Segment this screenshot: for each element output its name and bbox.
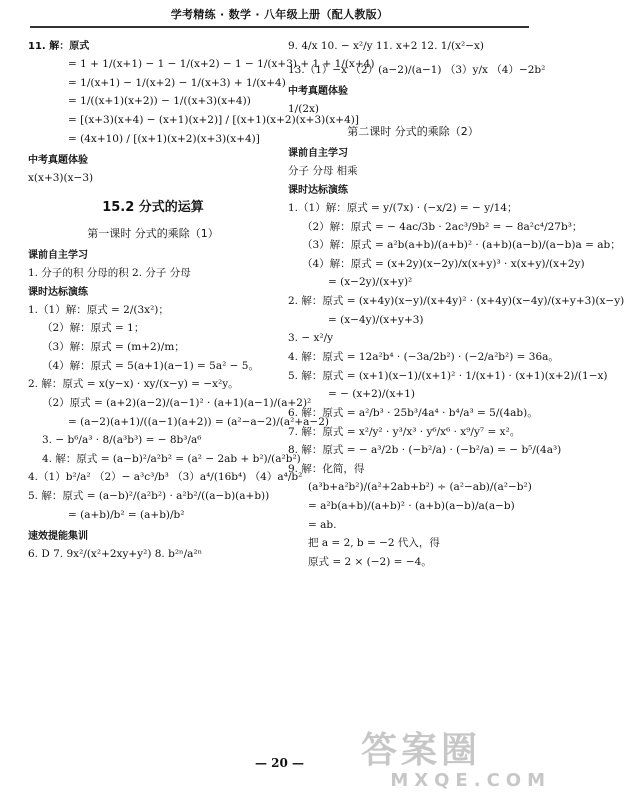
pre-study-answers-right: 分子 分母 相乘 [288,165,358,178]
zk-answer-left: x(x+3)(x−3) [28,172,94,185]
speed-heading: 速效提能集训 [28,531,88,543]
pre-study-heading-right: 课前自主学习 [288,148,348,160]
e8: 8. 解：原式 = − a³/2b · (−b²/a) · (−b²/a) = − b⁵/(4a³) [288,444,562,457]
e9-5: 把 a = 2, b = −2 代入，得 [308,537,440,550]
e1-4: （4）解：原式 = (x+2y)(x−2y)/x(x+y)³ · x(x+y)/(x+2y) [302,257,585,270]
e9-3: = a²b(a+b)/(a+b)² · (a+b)(a−b)/a(a−b) [308,500,515,513]
pre-study-heading-left: 课前自主学习 [28,250,88,262]
e5-1: 5. 解：原式 = (x+1)(x−1)/(x+1)² · 1/(x+1) · (x+1)(x+2)/(1−x) [288,369,608,382]
d1-1: 1.（1）解：原式 = 2/(3x²)； [28,303,169,316]
d5-line-2: = (a+b)/b² = (a+b)/b² [68,508,185,521]
running-header: 学考精练 · 数学 · 八年级上册（配人教版） [170,8,389,21]
d2-3: = (a−2)(a+1)/((a−1)(a+2)) = (a²−a−2)/(a²+a−2) [68,415,329,428]
d3-line-2: 4. 解：原式 = (a−b)²/a²b² = (a² − 2ab + b²)/(a²b²) [42,452,301,465]
d3-line: 3. − b⁶/a³ · 8/(a³b³) = − 8b³/a⁶ [42,434,202,447]
watermark-text: 答案圈 [361,730,482,771]
section-title: 15.2 分式的运算 [102,199,204,215]
zk-heading-right: 中考真题体验 [288,86,348,98]
q11-step-2: = 1/(x+1) − 1/(x+2) − 1/(x+3) + 1/(x+4) [68,76,286,89]
zk-answer-right: 1/(2x) [288,103,320,116]
q11-step-5: = (4x+10) / [(x+1)(x+2)(x+3)(x+4)] [68,132,260,145]
d1-4: （4）解：原式 = 5(a+1)(a−1) = 5a² − 5。 [42,359,259,372]
e9-4: = ab. [308,518,337,531]
drill-heading-left: 课时达标演练 [28,286,88,298]
e5-2: = − (x+2)/(x+1) [328,388,415,401]
page-number: — 20 — [254,756,305,770]
lesson-title-2: 第二课时 分式的乘除（2） [347,124,479,138]
pre-study-answers-left: 1. 分子的积 分母的积 2. 分子 分母 [28,267,191,280]
q11-step-4: = [(x+3)(x+4) − (x+1)(x+2)] / [(x+1)(x+2)(x+3)(x+4)] [68,113,359,126]
watermark-site: MXQE.COM [390,770,551,791]
d4-line: 4.（1）b²/a² （2）− a³c³/b³ （3）a⁴/(16b⁴) （4）a⁴/b² [28,471,303,484]
d2-2: （2）原式 = (a+2)(a−2)/(a−1)² · (a+1)(a−1)/(a+2)² [42,396,312,409]
drill-heading-right: 课时达标演练 [288,184,348,196]
e1-5: = (x−2y)/(x+y)² [328,276,413,289]
q11-step-1: = 1 + 1/(x+1) − 1 − 1/(x+2) − 1 − 1/(x+3) + 1 + 1/(x+4) [68,58,375,70]
r13: 13.（1）−x （2）(a−2)/(a−1) （3）y/x （4）−2b² [288,63,546,76]
d1-2: （2）解：原式 = 1； [42,322,145,335]
e2-1: 2. 解：原式 = (x+4y)(x−y)/(x+4y)² · (x+4y)(x−4y)/(x+y+3)(x−y) [288,295,624,308]
speed-answers: 6. D 7. 9x²/(x²+2xy+y²) 8. b²ⁿ/a²ⁿ [28,548,203,561]
e7: 7. 解：原式 = x²/y² · y³/x³ · y⁶/x⁶ · x⁹/y⁷ = x²。 [288,425,521,438]
e9-1: 9. 解：化简，得 [288,462,365,475]
e6: 6. 解：原式 = a²/b³ · 25b³/4a⁴ · b⁴/a³ = 5/(4ab)。 [288,406,538,419]
r9-12: 9. 4/x 10. − x²/y 11. x+2 12. 1/(x²−x) [288,40,485,52]
d1-3: （3）解：原式 = (m+2)/m； [42,340,185,353]
q11-step-3: = 1/((x+1)(x+2)) − 1/((x+3)(x+4)) [68,95,251,108]
e3: 3. − x²/y [288,332,334,345]
q11-label: 11. 解：原式 [28,41,90,52]
right-column [288,40,624,575]
zk-heading-left: 中考真题体验 [28,155,88,167]
e2-2: = (x−4y)/(x+y+3) [328,313,424,326]
e1-3: （3）解：原式 = a²b(a+b)/(a+b)² · (a+b)(a−b)/(a−b)a = ab； [302,239,621,252]
d5-line-1: 5. 解：原式 = (a−b)²/(a²b²) · a²b²/((a−b)(a+b)) [28,490,270,503]
e9-2: (a³b+a²b²)/(a²+2ab+b²) ÷ (a²−ab)/(a²−b²) [308,481,532,494]
e4: 4. 解：原式 = 12a²b⁴ · (−3a/2b²) · (−2/a²b²) = 36a。 [288,350,559,363]
e9-6: 原式 = 2 × (−2) = −4。 [308,556,432,569]
header-rule [30,26,529,28]
e1-2: （2）解：原式 = − 4ac/3b · 2ac³/9b² = − 8a²c⁴/27b³； [302,220,583,233]
watermark [361,732,551,790]
d2-1: 2. 解：原式 = x(y−x) · xy/(x−y) = −x²y。 [28,378,239,391]
e1-1: 1.（1）解：原式 = y/(7x) · (−x/2) = − y/14； [288,201,518,214]
lesson-title-1: 第一课时 分式的乘除（1） [87,226,219,240]
